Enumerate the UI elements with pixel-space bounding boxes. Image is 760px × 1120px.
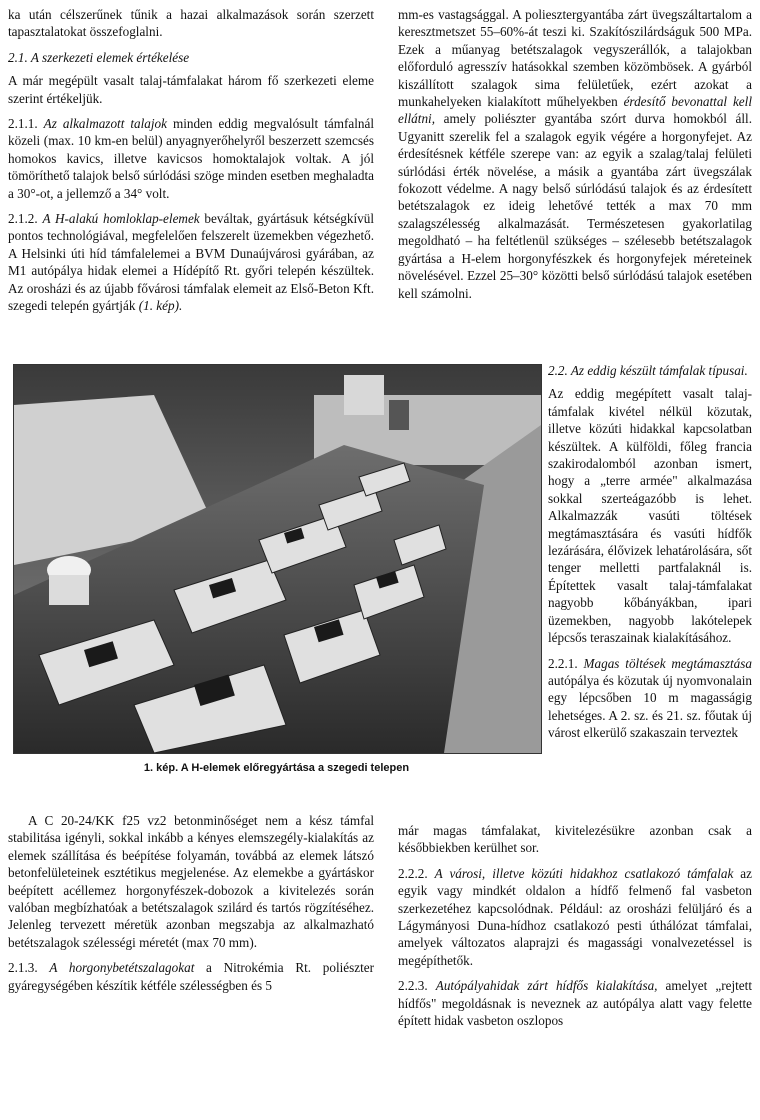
paragraph-text: autópálya és közutak új nyomvonalain egy lépcsőben 10 m magasságig lehetséges. A 2. sz. és 21. sz. főutak új várost elkerülő szakaszain terveztek <box>548 672 752 741</box>
subsection-title: A H-alakú homloklap-elemek <box>42 211 200 227</box>
section-heading-2-2: 2.2. Az eddig készült támfalak típusai. <box>548 363 748 378</box>
factory-photo-illustration <box>14 365 541 753</box>
section-number: 2.1.2. <box>8 211 38 227</box>
subsection-title: Magas töltések megtámasztása <box>583 655 752 671</box>
figure-caption: 1. kép. A H-elemek előregyártása a szegedi telepen <box>143 762 410 774</box>
subsection-title: Az alkalmazott talajok <box>43 116 167 132</box>
section-heading-2-1: 2.1. A szerkezeti elemek értékelése <box>8 49 190 65</box>
paragraph-2-2-1 <box>548 655 752 742</box>
section-number: 2.2.2. <box>398 865 428 881</box>
right-column-top <box>398 6 752 310</box>
paragraph-2-1: A már megépült vasalt talaj-támfalakat három fő szerkezeti eleme szerint értékeljük. <box>8 73 374 106</box>
section-number: 2.2.1. <box>548 655 578 671</box>
paragraph-2-2-1-continued: már magas támfalakat, kivitelezésükre azonban csak a későbbiekben kerülhet sor. <box>398 823 752 856</box>
right-column-bottom <box>398 822 752 1037</box>
section-number: 2.1.3. <box>8 960 38 976</box>
paragraph-text: minden eddig megvalósult támfalnál közeli (max. 10 km-en belül) anyagnyerőhelyről beszerzett szemcsés homokos kavics, illetve kavicsos homoktalajok voltak. A jól tömöríthető talajok belső súrlódási szöge minden esetben meghaladta a 30°-ot, a jellemző a 34° volt. <box>8 116 374 201</box>
left-column-top <box>8 6 374 323</box>
paragraph-2-1-2 <box>8 210 374 314</box>
paragraph-text: az egyik vagy mindkét oldalon a hídfő felmenő fal vasbeton szerkezetéhez kapcsolódnak. Például: az orosházi felüljáró és a Lágymányosi Duna-hídhoz csatlakozó pesti úthálózat támfalai, amelyek változatos alaprajzi és magassági vonalvezetéssel is megépíthetők. <box>398 865 753 968</box>
factory-photo <box>13 364 542 754</box>
intro-paragraph: ka után célszerűnek tűnik a hazai alkalmazások során szerzett tapasztalatokat összefoglalni. <box>8 7 374 40</box>
subsection-title: A horgonybetétszalagokat <box>49 960 195 976</box>
paragraph-strips-continued <box>398 6 752 302</box>
subsection-title: A városi, illetve közúti hidakhoz csatlakozó támfalak <box>434 865 734 881</box>
figure-reference: (1. kép). <box>138 298 183 314</box>
paragraph-text: amely poliészter gyantába szórt durva homokból áll. Ugyanitt szerelik fel a szalagok egyik végére a horgonyfejet. Az érdesítésnek kétféle szerepe van: az egyik a szalag/talaj felületi súrlódási érték növelése, a másik a gyantába zárt üvegszálak fokozott védelme. A nagy belső súrlódású talajok és az érdesített betétszalagok ez ideig lehetővé tették a max 70 mm szalagszélesség alkalmazását. Természetesen gyakorlatilag megoldható – ha feltétlenül szükséges – szélesebb betétszalagok gyártása a H-elem horgonyfészkek és horgonyfejek méreteinek növelésével. Ezzel 25–30° közötti belső súrlódású talajok esetében kell számolni. <box>398 111 752 301</box>
subsection-title: Autópályahidak zárt hídfős kialakítása, <box>435 978 658 994</box>
paragraph-concrete: A C 20-24/KK f25 vz2 betonminőséget nem a kész támfal stabilitása igényli, sokkal inkább a kényes elemszegély-kialakítás az elemek szállítása és beépítése folyamán, továbbá az elemek látszó betonfelületeinek esztétikus megjelenése. Az elemekbe a gyártáskor beépített acéllemez horgonyfészek-dobozok a kivitelezés során valóban megbízhatóak a betétszalagok szilárd és tartós rögzítéséhez. Jelenleg tervezett méretük azonban megszabja az alkalmazható betétszalagok szélességi méretét (max 70 mm). <box>8 813 374 950</box>
paragraph-2-2-2 <box>398 865 752 969</box>
paragraph-text: amelyet „rejtett hídfős" megoldásnak is neveznek az autópálya alatt vagy felette épített hidak vasbeton oszlopos <box>398 978 752 1029</box>
paragraph-text: a Nitrokémia Rt. poliészter gyáregységében készítik kétféle szélességben és 5 <box>8 960 375 993</box>
left-column-bottom <box>8 812 374 1002</box>
paragraph-2-1-1 <box>8 115 374 202</box>
paragraph-2-2-3 <box>398 977 752 1029</box>
paragraph-2-1-3 <box>8 959 374 994</box>
paragraph-text: beváltak, gyártásuk kétségkívül pontos technológiával, megfelelően felszerelt üzemekben végezhető. A Helsinki úti híd támfalelemei a BVM Dunaújvárosi gyárában, az M1 autópálya hidak elemei a Hídépítő Rt. győri telepén készültek. Az orosházi és az újabb fővárosi támfalak elemeit az Első-Beton Kft. szegedi telepén gyártják <box>8 211 374 314</box>
paragraph-2-2: Az eddig megépített vasalt talaj-támfalak kivétel nélkül közutak, illetve közúti hidakkal kapcsolatban készültek. A külföldi, főleg francia szakirodalomból azonban ismert, hogy a „terre armée" alkalmazása sokkal szerteágazóbb is lehet. Alkalmazzák vasúti töltések megtámasztására és vasúti hídfők lezárására, élővizek lehatárolására, sőt tenger melletti partfalaknál is. Építettek vasalt talaj-támfalakat nagyobb kőbányákban, ipari üzemekben, nagyobb lakótelepek lépcsős teraszainak kialakításához. <box>548 386 752 646</box>
section-number: 2.1.1. <box>8 116 38 132</box>
emphasis-text: érdesítő bevonattal kell ellátni, <box>398 94 752 127</box>
section-number: 2.2.3. <box>398 978 428 994</box>
right-column-narrow <box>548 362 752 748</box>
paragraph-text: mm-es vastagsággal. A poliesztergyantába zárt üvegszáltartalom a keresztmetszet 55–60%-át teszi ki. Szakítószilárdságuk 500 MPa. Ezek a műanyag betétszalagok vegyszerállók, a talajokban előforduló agresszív hatásokkal szemben közömbösek. A gyárból kiszállított szalagok sima felületűek, ezért azokat a munkahelyeken kialakított műhelyekben <box>398 7 752 110</box>
